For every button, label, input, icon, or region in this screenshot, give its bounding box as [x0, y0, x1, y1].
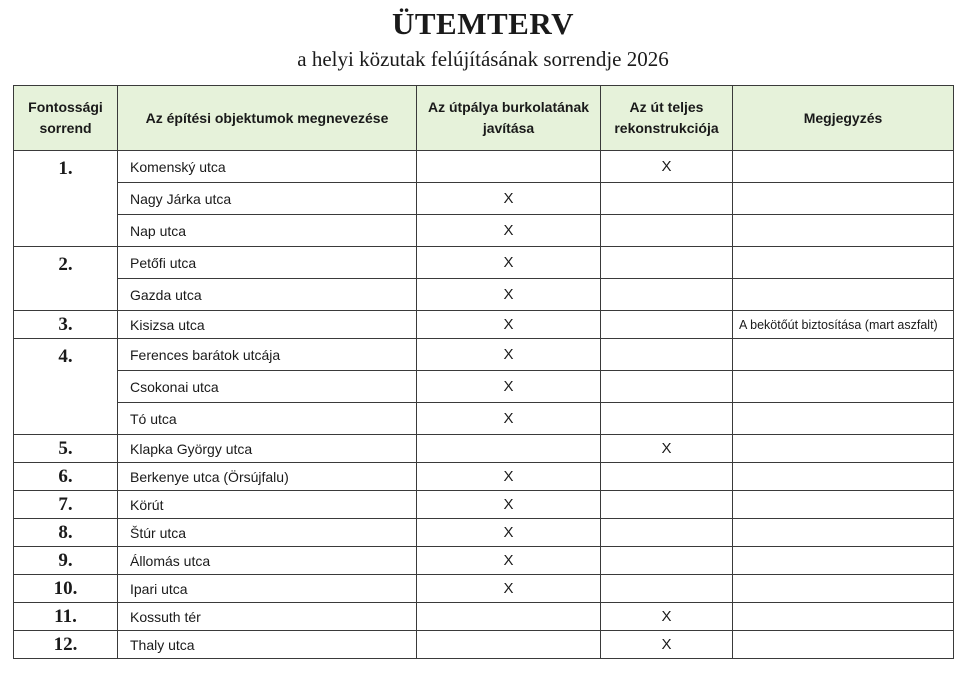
- object-name-cell: Kossuth tér: [118, 603, 417, 631]
- table-header-row: [14, 86, 954, 151]
- note-cell: [733, 151, 954, 183]
- table-row: [14, 435, 954, 463]
- note-cell: [733, 519, 954, 547]
- note-cell: [733, 247, 954, 279]
- priority-rank: 2.: [14, 247, 118, 311]
- surface-repair-cell: X: [417, 279, 601, 311]
- surface-repair-cell: X: [417, 547, 601, 575]
- reconstruction-cell: [601, 371, 733, 403]
- table-row: [14, 151, 954, 183]
- table-row: [14, 183, 954, 215]
- reconstruction-cell: [601, 247, 733, 279]
- table-row: [14, 491, 954, 519]
- table-row: [14, 279, 954, 311]
- header-full-reconstruction: Az út teljes rekonstrukciója: [601, 86, 733, 151]
- table-row: [14, 575, 954, 603]
- reconstruction-cell: [601, 575, 733, 603]
- header-note: Megjegyzés: [733, 86, 954, 151]
- reconstruction-cell: [601, 311, 733, 339]
- reconstruction-cell: X: [601, 151, 733, 183]
- object-name-cell: Thaly utca: [118, 631, 417, 659]
- table-row: [14, 631, 954, 659]
- note-cell: [733, 491, 954, 519]
- document-title: ÜTEMTERV: [391, 6, 575, 41]
- reconstruction-cell: X: [601, 603, 733, 631]
- object-name-cell: Nagy Járka utca: [118, 183, 417, 215]
- surface-repair-cell: X: [417, 371, 601, 403]
- priority-rank: 7.: [14, 491, 118, 519]
- note-cell: [733, 631, 954, 659]
- object-name-cell: Berkenye utca (Örsújfalu): [118, 463, 417, 491]
- priority-rank: 10.: [14, 575, 118, 603]
- surface-repair-cell: X: [417, 339, 601, 371]
- object-name-cell: Állomás utca: [118, 547, 417, 575]
- reconstruction-cell: [601, 547, 733, 575]
- reconstruction-cell: [601, 215, 733, 247]
- object-name-cell: Csokonai utca: [118, 371, 417, 403]
- priority-rank: 9.: [14, 547, 118, 575]
- reconstruction-cell: X: [601, 435, 733, 463]
- note-cell: [733, 183, 954, 215]
- table-row: [14, 311, 954, 339]
- table-row: [14, 371, 954, 403]
- note-cell: [733, 435, 954, 463]
- object-name-cell: Kisizsa utca: [118, 311, 417, 339]
- header-object-name: Az építési objektumok megnevezése: [118, 86, 417, 151]
- table-row: [14, 247, 954, 279]
- reconstruction-cell: [601, 463, 733, 491]
- table-row: [14, 603, 954, 631]
- priority-rank: 5.: [14, 435, 118, 463]
- reconstruction-cell: [601, 491, 733, 519]
- reconstruction-cell: [601, 183, 733, 215]
- object-name-cell: Petőfi utca: [118, 247, 417, 279]
- reconstruction-cell: [601, 279, 733, 311]
- surface-repair-cell: X: [417, 575, 601, 603]
- reconstruction-cell: [601, 519, 733, 547]
- surface-repair-cell: X: [417, 491, 601, 519]
- surface-repair-cell: [417, 603, 601, 631]
- surface-repair-cell: X: [417, 215, 601, 247]
- object-name-cell: Štúr utca: [118, 519, 417, 547]
- object-name-cell: Komenský utca: [118, 151, 417, 183]
- note-cell: [733, 603, 954, 631]
- document-subtitle: a helyi közutak felújításának sorrendje 2026: [297, 47, 669, 71]
- surface-repair-cell: X: [417, 247, 601, 279]
- note-cell: [733, 575, 954, 603]
- priority-rank: 1.: [14, 151, 118, 247]
- surface-repair-cell: X: [417, 519, 601, 547]
- object-name-cell: Tó utca: [118, 403, 417, 435]
- priority-rank: 4.: [14, 339, 118, 435]
- table-row: [14, 215, 954, 247]
- priority-rank: 11.: [14, 603, 118, 631]
- note-cell: [733, 339, 954, 371]
- note-cell: [733, 279, 954, 311]
- object-name-cell: Körút: [118, 491, 417, 519]
- object-name-cell: Nap utca: [118, 215, 417, 247]
- note-cell: [733, 547, 954, 575]
- table-row: [14, 547, 954, 575]
- table-body: [14, 151, 954, 659]
- note-cell: [733, 463, 954, 491]
- header-surface-repair: Az útpálya burkolatának javítása: [417, 86, 601, 151]
- schedule-table: [13, 85, 954, 659]
- reconstruction-cell: X: [601, 631, 733, 659]
- note-cell: [733, 403, 954, 435]
- surface-repair-cell: [417, 435, 601, 463]
- reconstruction-cell: [601, 403, 733, 435]
- header-priority: Fontossági sorrend: [14, 86, 118, 151]
- priority-rank: 12.: [14, 631, 118, 659]
- table-row: [14, 403, 954, 435]
- surface-repair-cell: X: [417, 183, 601, 215]
- priority-rank: 6.: [14, 463, 118, 491]
- surface-repair-cell: X: [417, 463, 601, 491]
- note-cell: [733, 371, 954, 403]
- surface-repair-cell: [417, 631, 601, 659]
- table-row: [14, 339, 954, 371]
- surface-repair-cell: [417, 151, 601, 183]
- object-name-cell: Klapka György utca: [118, 435, 417, 463]
- priority-rank: 3.: [14, 311, 118, 339]
- table-row: [14, 519, 954, 547]
- surface-repair-cell: X: [417, 311, 601, 339]
- surface-repair-cell: X: [417, 403, 601, 435]
- priority-rank: 8.: [14, 519, 118, 547]
- note-cell: A bekötőút biztosítása (mart aszfalt): [733, 311, 954, 339]
- table-row: [14, 463, 954, 491]
- object-name-cell: Ipari utca: [118, 575, 417, 603]
- note-cell: [733, 215, 954, 247]
- object-name-cell: Gazda utca: [118, 279, 417, 311]
- reconstruction-cell: [601, 339, 733, 371]
- object-name-cell: Ferences barátok utcája: [118, 339, 417, 371]
